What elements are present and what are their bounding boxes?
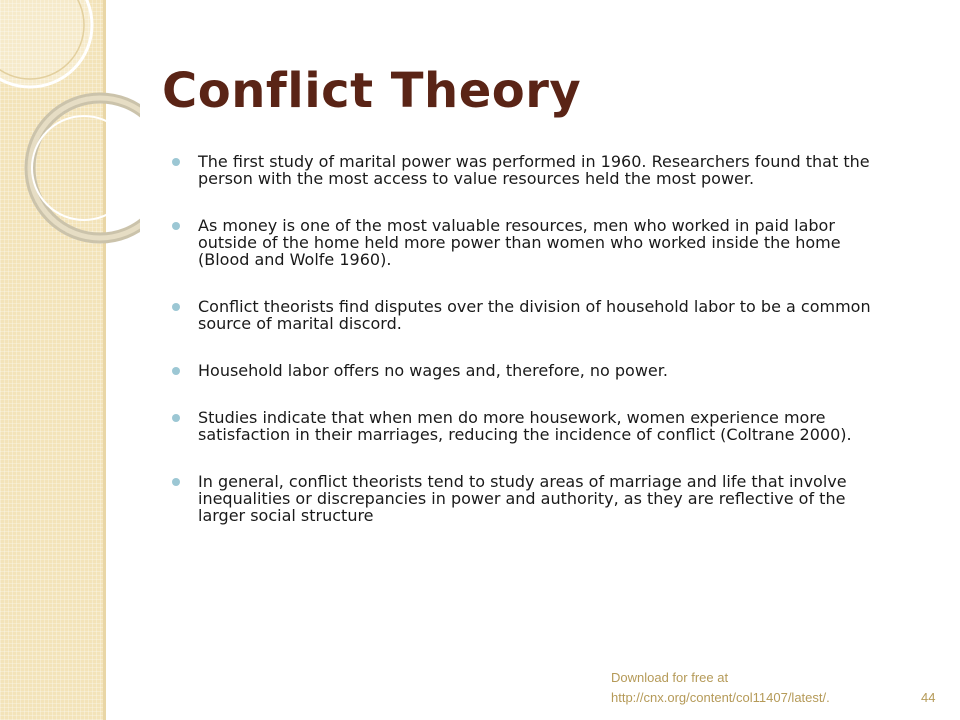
bullet-item <box>172 473 897 524</box>
bullet-dot-icon <box>172 414 180 422</box>
bullet-item <box>172 409 897 443</box>
footer-source <box>611 668 881 708</box>
bullet-text: Studies indicate that when men do more housework, women experience more satisfaction in their marriages, reducing the incidence of conflict (Coltrane 2000). <box>198 408 852 444</box>
bullet-dot-icon <box>172 367 180 375</box>
footer-line-1: Download for free at <box>611 670 729 685</box>
bullet-item <box>172 217 897 268</box>
bullet-text: Household labor offers no wages and, therefore, no power. <box>198 361 668 380</box>
bullet-list <box>172 153 897 554</box>
bullet-item <box>172 153 897 187</box>
bullet-dot-icon <box>172 222 180 230</box>
bullet-text: As money is one of the most valuable resources, men who worked in paid labor outside of the home held more power than women who worked inside the home (Blood and Wolfe 1960). <box>198 216 841 269</box>
bullet-dot-icon <box>172 158 180 166</box>
bullet-text: In general, conflict theorists tend to study areas of marriage and life that involve inequalities or discrepancies in power and authority, as they are reflective of the larger social structure <box>198 472 847 525</box>
bullet-text: Conflict theorists find disputes over the division of household labor to be a common source of marital discord. <box>198 297 871 333</box>
decorative-rings-icon <box>0 0 140 260</box>
footer-link[interactable]: http://cnx.org/content/col11407/latest/. <box>611 690 830 705</box>
bullet-item <box>172 362 897 379</box>
page-number: 44 <box>921 690 936 705</box>
bullet-item <box>172 298 897 332</box>
slide-title: Conflict Theory <box>162 63 582 119</box>
bullet-text: The first study of marital power was performed in 1960. Researchers found that the person with the most access to value resources held the most power. <box>198 152 870 188</box>
bullet-dot-icon <box>172 478 180 486</box>
bullet-dot-icon <box>172 303 180 311</box>
